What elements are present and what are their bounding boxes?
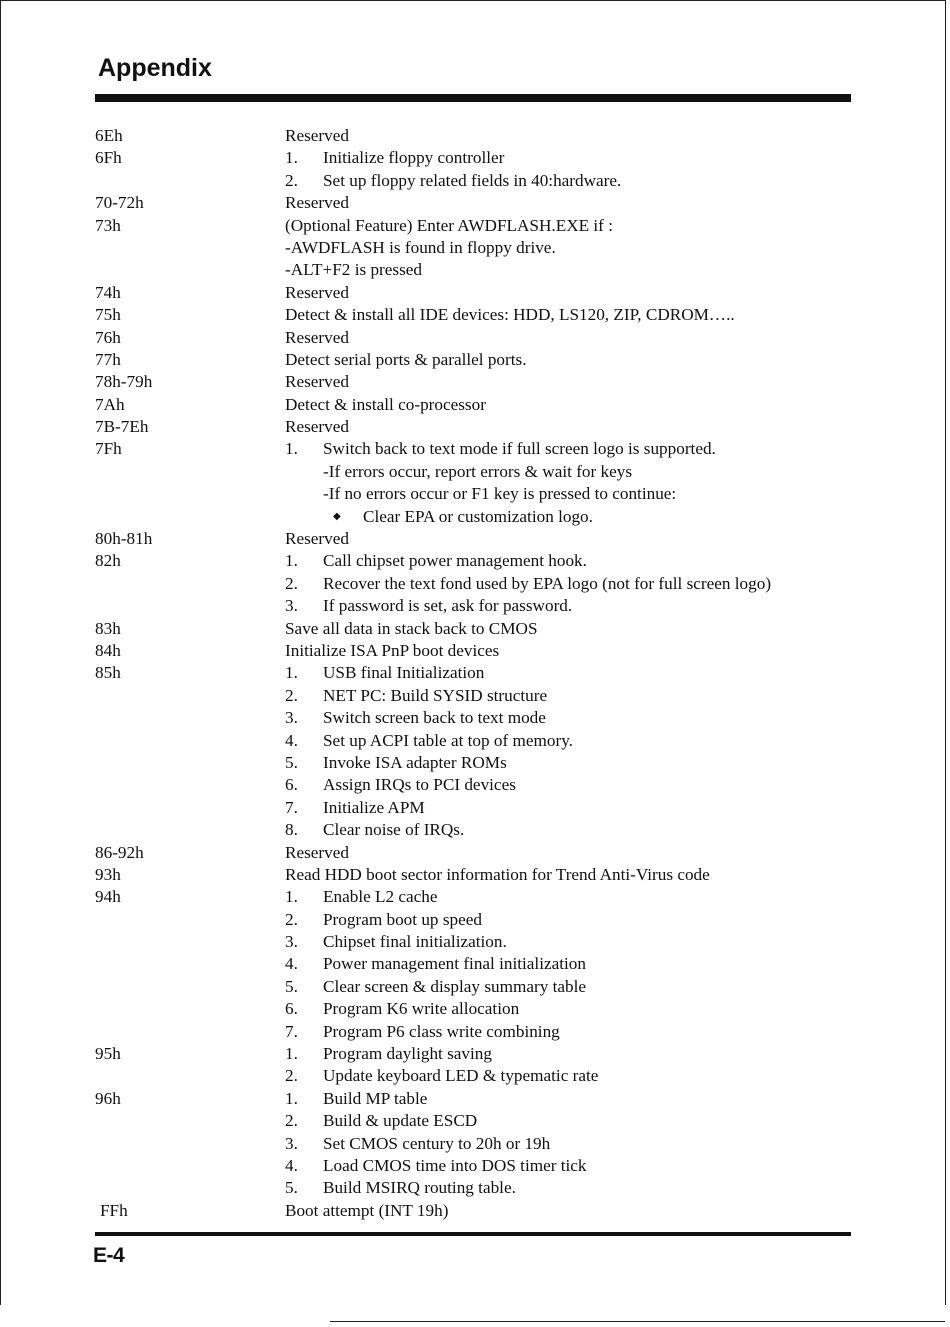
- post-description: Reserved: [285, 417, 349, 437]
- post-code: 7B-7Eh: [95, 417, 149, 437]
- table-row: [95, 640, 855, 662]
- bullet-text: Clear EPA or customization logo.: [363, 506, 593, 526]
- table-row: [95, 1155, 855, 1177]
- table-row: [95, 371, 855, 393]
- table-row: [95, 1021, 855, 1043]
- table-row: [95, 1200, 855, 1222]
- table-row: [95, 998, 855, 1020]
- step-number: 1.: [285, 551, 298, 571]
- table-row: [95, 394, 855, 416]
- table-row: [95, 730, 855, 752]
- sub-note: -If errors occur, report errors & wait for keys: [323, 461, 633, 481]
- step-text: Switch screen back to text mode: [323, 708, 546, 728]
- page-number: E-4: [93, 1244, 125, 1267]
- step-number: 3.: [285, 1133, 298, 1153]
- table-row: [95, 282, 855, 304]
- table-row: [95, 528, 855, 550]
- step-text: Initialize APM: [323, 797, 425, 817]
- table-row: [95, 819, 855, 841]
- post-description: Reserved: [285, 372, 349, 392]
- post-description: -ALT+F2 is pressed: [285, 260, 423, 280]
- table-row: [95, 125, 855, 147]
- post-code: 93h: [95, 864, 121, 884]
- step-text: Set up floppy related fields in 40:hardware.: [323, 170, 622, 190]
- step-number: 5.: [285, 1178, 298, 1198]
- step-number: 3.: [285, 932, 298, 952]
- table-row: [95, 259, 855, 281]
- post-description: Reserved: [285, 529, 349, 549]
- step-text: Update keyboard LED & typematic rate: [323, 1066, 599, 1086]
- post-code: 95h: [95, 1044, 121, 1064]
- post-code: 77h: [95, 349, 121, 369]
- step-text: Enable L2 cache: [323, 887, 438, 907]
- step-text: USB final Initialization: [323, 663, 485, 683]
- table-row: [95, 864, 855, 886]
- step-number: 2.: [285, 1066, 298, 1086]
- post-code-table: [95, 125, 855, 1222]
- step-text: Call chipset power management hook.: [323, 551, 587, 571]
- post-description: Reserved: [285, 282, 349, 302]
- post-code: 82h: [95, 551, 121, 571]
- step-number: 2.: [285, 573, 298, 593]
- post-description: Reserved: [285, 842, 349, 862]
- table-row: [95, 304, 855, 326]
- step-text: Clear noise of IRQs.: [323, 820, 465, 840]
- table-row: [95, 662, 855, 684]
- post-description: Reserved: [285, 327, 349, 347]
- sub-note: -If no errors occur or F1 key is pressed to continue:: [323, 484, 677, 504]
- step-number: 3.: [285, 708, 298, 728]
- post-description: Read HDD boot sector information for Trend Anti-Virus code: [285, 864, 710, 884]
- table-row: [95, 438, 855, 460]
- post-description: Detect & install co-processor: [285, 394, 486, 414]
- post-code: 76h: [95, 327, 121, 347]
- table-row: [95, 595, 855, 617]
- post-description: Detect serial ports & parallel ports.: [285, 349, 527, 369]
- post-code: 80h-81h: [95, 529, 153, 549]
- post-description: Reserved: [285, 193, 349, 213]
- table-row: [95, 1088, 855, 1110]
- post-code: 78h-79h: [95, 372, 153, 392]
- footer-divider: [95, 1232, 851, 1236]
- step-number: 7.: [285, 1021, 298, 1041]
- step-text: Set up ACPI table at top of memory.: [323, 730, 573, 750]
- step-number: 6.: [285, 999, 298, 1019]
- step-number: 7.: [285, 797, 298, 817]
- page-border-left: [0, 0, 1, 1305]
- step-number: 4.: [285, 954, 298, 974]
- step-text: Initialize floppy controller: [323, 148, 505, 168]
- table-row: [95, 483, 855, 505]
- post-description: Reserved: [285, 126, 349, 145]
- post-code: 6Eh: [95, 126, 123, 145]
- step-text: NET PC: Build SYSID structure: [323, 685, 548, 705]
- post-description: Save all data in stack back to CMOS: [285, 618, 538, 638]
- table-row: [95, 237, 855, 259]
- step-text: Switch back to text mode if full screen logo is supported.: [323, 439, 716, 459]
- table-row: [95, 752, 855, 774]
- post-code: 7Fh: [95, 439, 122, 459]
- step-number: 1.: [285, 663, 298, 683]
- table-row: [95, 215, 855, 237]
- step-number: 5.: [285, 976, 298, 996]
- step-text: Assign IRQs to PCI devices: [323, 775, 516, 795]
- step-text: Invoke ISA adapter ROMs: [323, 752, 507, 772]
- table-row: [95, 909, 855, 931]
- page-border-top: [0, 0, 946, 1]
- table-row: [95, 1065, 855, 1087]
- post-code: FFh: [100, 1200, 128, 1220]
- post-code: 85h: [95, 663, 121, 683]
- step-number: 4.: [285, 1155, 298, 1175]
- post-code: 83h: [95, 618, 121, 638]
- step-text: Build MP table: [323, 1088, 428, 1108]
- table-row: [95, 1110, 855, 1132]
- step-text: Build & update ESCD: [323, 1111, 478, 1131]
- post-code: 84h: [95, 640, 121, 660]
- step-number: 1.: [285, 439, 298, 459]
- post-description: -AWDFLASH is found in floppy drive.: [285, 237, 556, 257]
- table-row: [95, 1133, 855, 1155]
- table-row: [95, 931, 855, 953]
- post-code: 73h: [95, 215, 121, 235]
- page-title: Appendix: [98, 54, 212, 82]
- table-row: [95, 1043, 855, 1065]
- step-number: 2.: [285, 909, 298, 929]
- table-row: [95, 327, 855, 349]
- table-row: [95, 147, 855, 169]
- step-text: Power management final initialization: [323, 954, 586, 974]
- step-text: Clear screen & display summary table: [323, 976, 586, 996]
- table-row: [95, 886, 855, 908]
- step-number: 2.: [285, 170, 298, 190]
- table-row: [95, 618, 855, 640]
- step-number: 4.: [285, 730, 298, 750]
- step-text: Build MSIRQ routing table.: [323, 1178, 516, 1198]
- step-number: 3.: [285, 596, 298, 616]
- step-text: Program daylight saving: [323, 1044, 492, 1064]
- post-code: 74h: [95, 282, 121, 302]
- post-description: Boot attempt (INT 19h): [285, 1200, 449, 1220]
- table-row: [95, 573, 855, 595]
- post-code: 7Ah: [95, 394, 125, 414]
- post-code: 6Fh: [95, 148, 122, 168]
- table-row: [95, 192, 855, 214]
- step-text: Chipset final initialization.: [323, 932, 507, 952]
- table-row: [95, 416, 855, 438]
- post-code: 96h: [95, 1088, 121, 1108]
- page-border-right: [945, 0, 946, 1305]
- step-number: 5.: [285, 752, 298, 772]
- step-number: 1.: [285, 887, 298, 907]
- table-row: [95, 953, 855, 975]
- post-code: 75h: [95, 305, 121, 325]
- table-row: [95, 506, 855, 528]
- diamond-bullet-icon: ◆: [333, 510, 341, 522]
- step-text: If password is set, ask for password.: [323, 596, 573, 616]
- page-border-bottom: [330, 1321, 945, 1322]
- post-code: 94h: [95, 887, 121, 907]
- step-text: Program P6 class write combining: [323, 1021, 560, 1041]
- step-number: 2.: [285, 685, 298, 705]
- post-code: 70-72h: [95, 193, 144, 213]
- step-number: 1.: [285, 148, 298, 168]
- step-text: Load CMOS time into DOS timer tick: [323, 1155, 587, 1175]
- table-row: [95, 797, 855, 819]
- table-row: [95, 774, 855, 796]
- table-row: [95, 550, 855, 572]
- table-row: [95, 707, 855, 729]
- step-number: 2.: [285, 1111, 298, 1131]
- header-divider: [95, 94, 851, 102]
- step-text: Set CMOS century to 20h or 19h: [323, 1133, 551, 1153]
- step-text: Program boot up speed: [323, 909, 482, 929]
- table-row: [95, 170, 855, 192]
- step-number: 1.: [285, 1088, 298, 1108]
- table-row: [95, 461, 855, 483]
- step-text: Recover the text fond used by EPA logo (not for full screen logo): [323, 573, 772, 593]
- table-row: [95, 349, 855, 371]
- table-row: [95, 1177, 855, 1199]
- step-number: 6.: [285, 775, 298, 795]
- table-row: [95, 976, 855, 998]
- table-row: [95, 685, 855, 707]
- step-text: Program K6 write allocation: [323, 999, 520, 1019]
- post-code: 86-92h: [95, 842, 144, 862]
- step-number: 1.: [285, 1044, 298, 1064]
- step-number: 8.: [285, 820, 298, 840]
- post-description: (Optional Feature) Enter AWDFLASH.EXE if :: [285, 215, 613, 235]
- post-description: Initialize ISA PnP boot devices: [285, 640, 500, 660]
- post-description: Detect & install all IDE devices: HDD, LS120, ZIP, CDROM…..: [285, 305, 735, 325]
- table-row: [95, 842, 855, 864]
